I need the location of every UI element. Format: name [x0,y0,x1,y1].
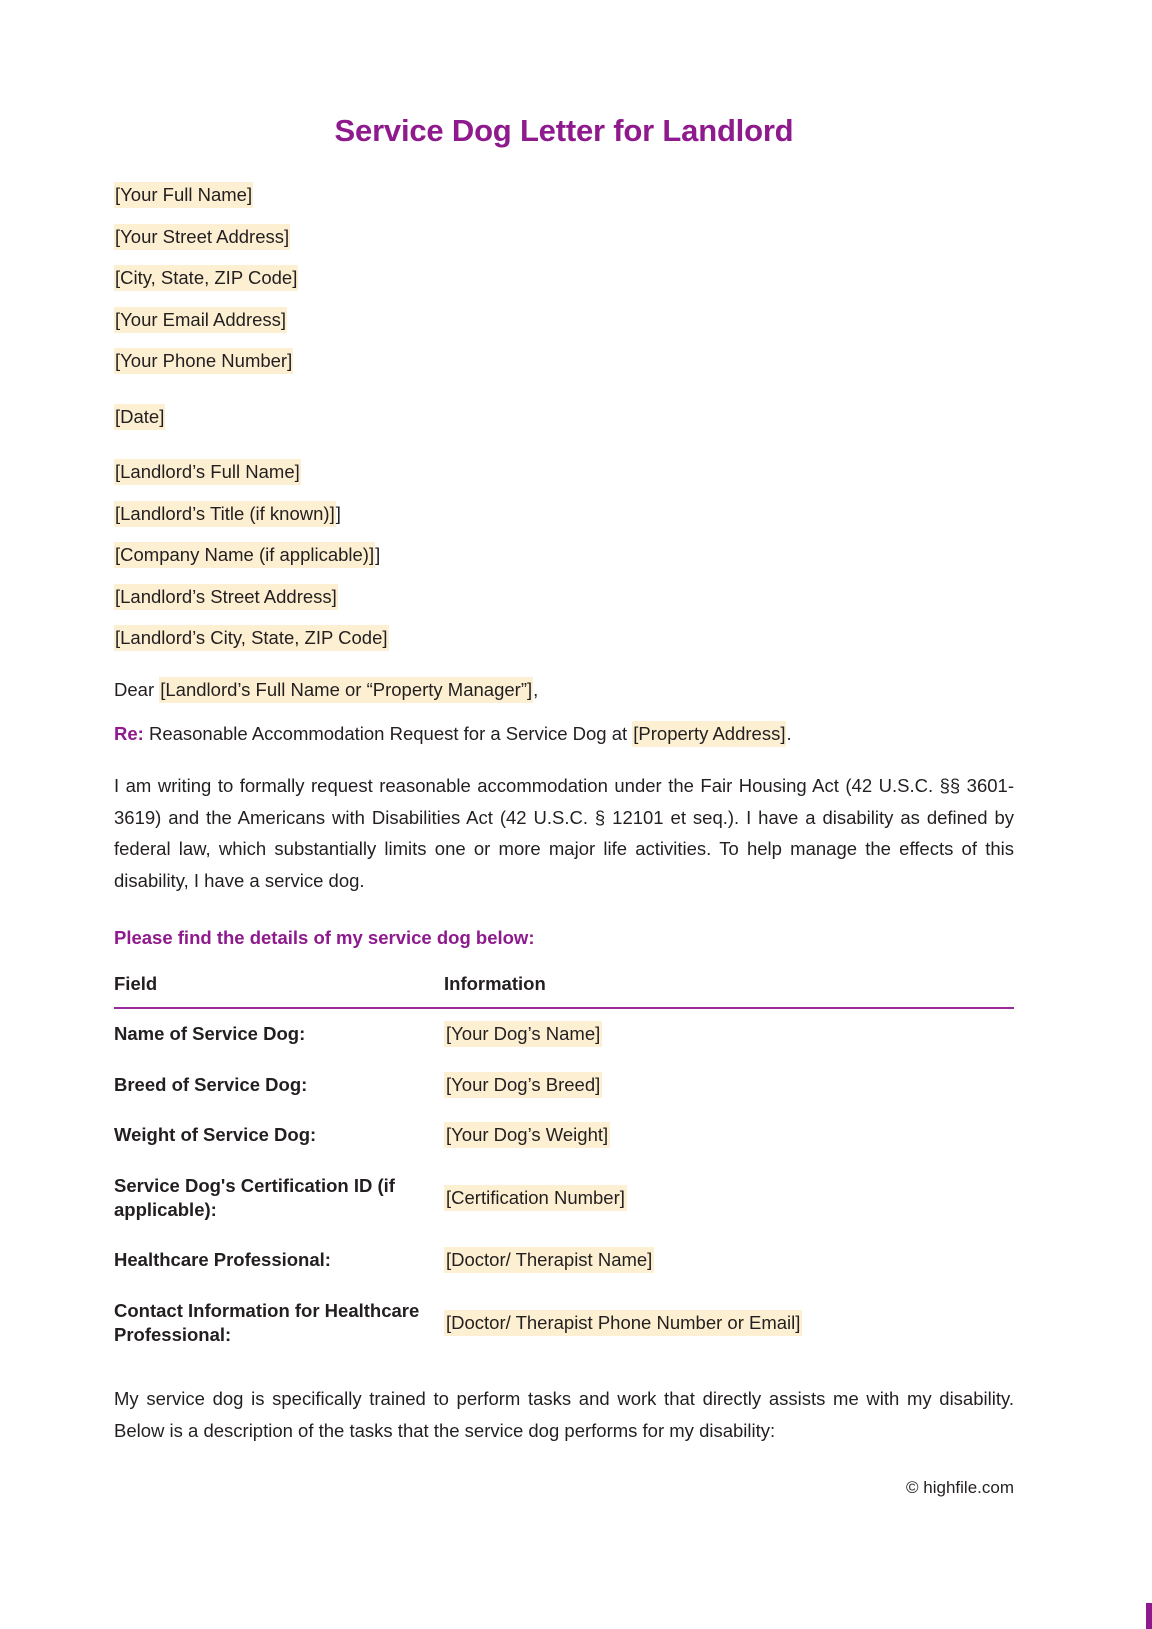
sender-email-placeholder[interactable]: [Your Email Address] [114,307,287,333]
certification-number-placeholder[interactable]: [Certification Number] [444,1185,627,1211]
sender-phone-placeholder[interactable]: [Your Phone Number] [114,348,293,374]
table-row [114,1235,1014,1285]
page-left-edge [0,0,5,1629]
row-value-certification-id [444,1161,1014,1236]
recipient-title-bracket: ] [335,502,341,524]
recipient-address-block [114,463,1014,648]
recipient-street-address-placeholder[interactable]: [Landlord’s Street Address] [114,584,338,610]
table-body [114,1008,1014,1360]
date-block [114,405,1014,427]
doctor-name-placeholder[interactable]: [Doctor/ Therapist Name] [444,1247,654,1273]
row-value-healthcare-professional [444,1235,1014,1285]
document-content [114,0,1014,1465]
sender-email [114,308,1014,330]
row-value-dog-name [444,1008,1014,1059]
intro-paragraph: I am writing to formally request reasonable accommodation under the Fair Housing Act (42 U.S.C. §§ 3601-3619) and the Americans with Disabilities Act (42 U.S.C. § 12101 et seq.). I have a disability as defined by federal law, which substantially limits one or more major life activities. To help manage the effects of this disability, I have a service dog. [114,774,1014,892]
sender-full-name-placeholder[interactable]: [Your Full Name] [114,182,253,208]
dog-weight-placeholder[interactable]: [Your Dog’s Weight] [444,1122,610,1148]
recipient-company-placeholder[interactable]: [Company Name (if applicable)] [114,542,375,568]
row-value-dog-weight [444,1110,1014,1160]
page-bottom-accent-mark [1146,1603,1152,1629]
recipient-full-name-placeholder[interactable]: [Landlord’s Full Name] [114,459,301,485]
doctor-contact-placeholder[interactable]: [Doctor/ Therapist Phone Number or Email] [444,1310,802,1336]
table-row [114,1060,1014,1110]
recipient-street-address [114,585,1014,607]
closing-paragraph: My service dog is specifically trained to perform tasks and work that directly assists me with my disability. Below is a description of the tasks that the service dog performs for my disability: [114,1387,1014,1441]
salutation-prefix: Dear [114,678,160,700]
salutation-placeholder[interactable]: [Landlord’s Full Name or “Property Manager”] [159,677,533,703]
sender-city-state-zip [114,269,1014,288]
property-address-placeholder[interactable]: [Property Address] [632,721,786,747]
table-header-row [114,973,1014,1008]
recipient-company [114,546,1014,565]
details-section-heading: Please find the details of my service dog below: [114,926,535,948]
recipient-city-state-zip [114,629,1014,648]
recipient-title [114,502,1014,524]
subject-text-after: . [786,723,792,745]
sender-full-name [114,186,1014,205]
page-title: Service Dog Letter for Landlord [334,113,794,148]
recipient-company-bracket: ] [375,544,381,566]
row-label-healthcare-contact: Contact Information for Healthcare Professional: [114,1299,420,1346]
row-value-dog-breed [444,1060,1014,1110]
row-label-certification-id: Service Dog's Certification ID (if applicable): [114,1174,395,1221]
date-line [114,405,1014,427]
dog-breed-placeholder[interactable]: [Your Dog’s Breed] [444,1072,602,1098]
sender-phone [114,352,1014,371]
subject-text-before: Reasonable Accommodation Request for a Service Dog at [143,723,633,745]
column-header-field: Field [114,973,158,995]
dog-name-placeholder[interactable]: [Your Dog’s Name] [444,1021,602,1047]
sender-city-state-zip-placeholder[interactable]: [City, State, ZIP Code] [114,265,298,291]
row-label-dog-name: Name of Service Dog: [114,1023,306,1045]
row-label-dog-breed: Breed of Service Dog: [114,1073,308,1095]
sender-street-address [114,225,1014,247]
column-header-information: Information [444,973,546,995]
recipient-full-name [114,463,1014,482]
subject-label: Re: [114,723,144,745]
row-label-dog-weight: Weight of Service Dog: [114,1124,317,1146]
sender-address-block [114,186,1014,371]
service-dog-details-table [114,973,1014,1360]
table-row [114,1008,1014,1059]
table-row [114,1110,1014,1160]
date-placeholder[interactable]: [Date] [114,404,165,430]
sender-street-address-placeholder[interactable]: [Your Street Address] [114,224,290,250]
table-row [114,1161,1014,1236]
row-label-healthcare-professional: Healthcare Professional: [114,1249,331,1271]
row-value-healthcare-contact [444,1286,1014,1361]
table-head [114,973,1014,1008]
footer-copyright: © highfile.com [906,1478,1014,1497]
recipient-title-placeholder[interactable]: [Landlord’s Title (if known)] [114,501,336,527]
subject-line [114,725,1014,744]
recipient-city-state-zip-placeholder[interactable]: [Landlord’s City, State, ZIP Code] [114,625,389,651]
salutation-line [114,678,1014,700]
table-row [114,1286,1014,1361]
salutation-suffix: , [533,678,539,700]
